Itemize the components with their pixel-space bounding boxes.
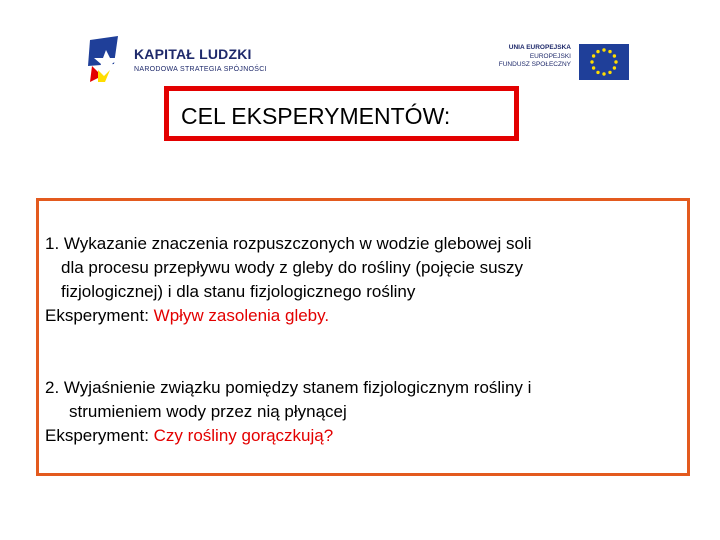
goal-1-line-3: fizjologicznej) i dla stanu fizjologicznego rośliny (61, 282, 416, 301)
brand-title: KAPITAŁ LUDZKI (134, 46, 252, 62)
experiment-name: Wpływ zasolenia gleby. (153, 306, 330, 325)
eu-line-3: FUNDUSZ SPOŁECZNY (498, 61, 571, 69)
experiment-label: Eksperyment: (45, 306, 154, 325)
eu-text (495, 44, 571, 70)
experiment-name: Czy rośliny gorączkują? (153, 426, 334, 445)
goal-2-line-1: 2. Wyjaśnienie związku pomiędzy stanem fizjologicznym rośliny i (45, 378, 532, 397)
goal-1-experiment (45, 306, 329, 326)
eu-logo (495, 44, 635, 84)
eu-line-2: EUROPEJSKI (529, 52, 571, 60)
kapital-ludzki-star-icon (88, 36, 130, 84)
goal-2-experiment (45, 426, 333, 446)
brand-subtitle: NARODOWA STRATEGIA SPÓJNOŚCI (134, 66, 267, 73)
title-box (164, 86, 519, 141)
page-title: CEL EKSPERYMENTÓW: (181, 103, 451, 129)
goal-1-line-1: 1. Wykazanie znaczenia rozpuszczonych w wodzie glebowej soli (45, 234, 532, 253)
eu-flag-icon (579, 44, 629, 80)
eu-line-1: UNIA EUROPEJSKA (508, 44, 571, 51)
kapital-ludzki-logo (88, 36, 268, 86)
experiment-label: Eksperyment: (45, 426, 154, 445)
goal-1-line-2: dla procesu przepływu wody z gleby do rośliny (pojęcie suszy (61, 258, 524, 277)
goal-2-line-2: strumieniem wody przez nią płynącej (69, 402, 347, 421)
content-box (36, 198, 690, 476)
